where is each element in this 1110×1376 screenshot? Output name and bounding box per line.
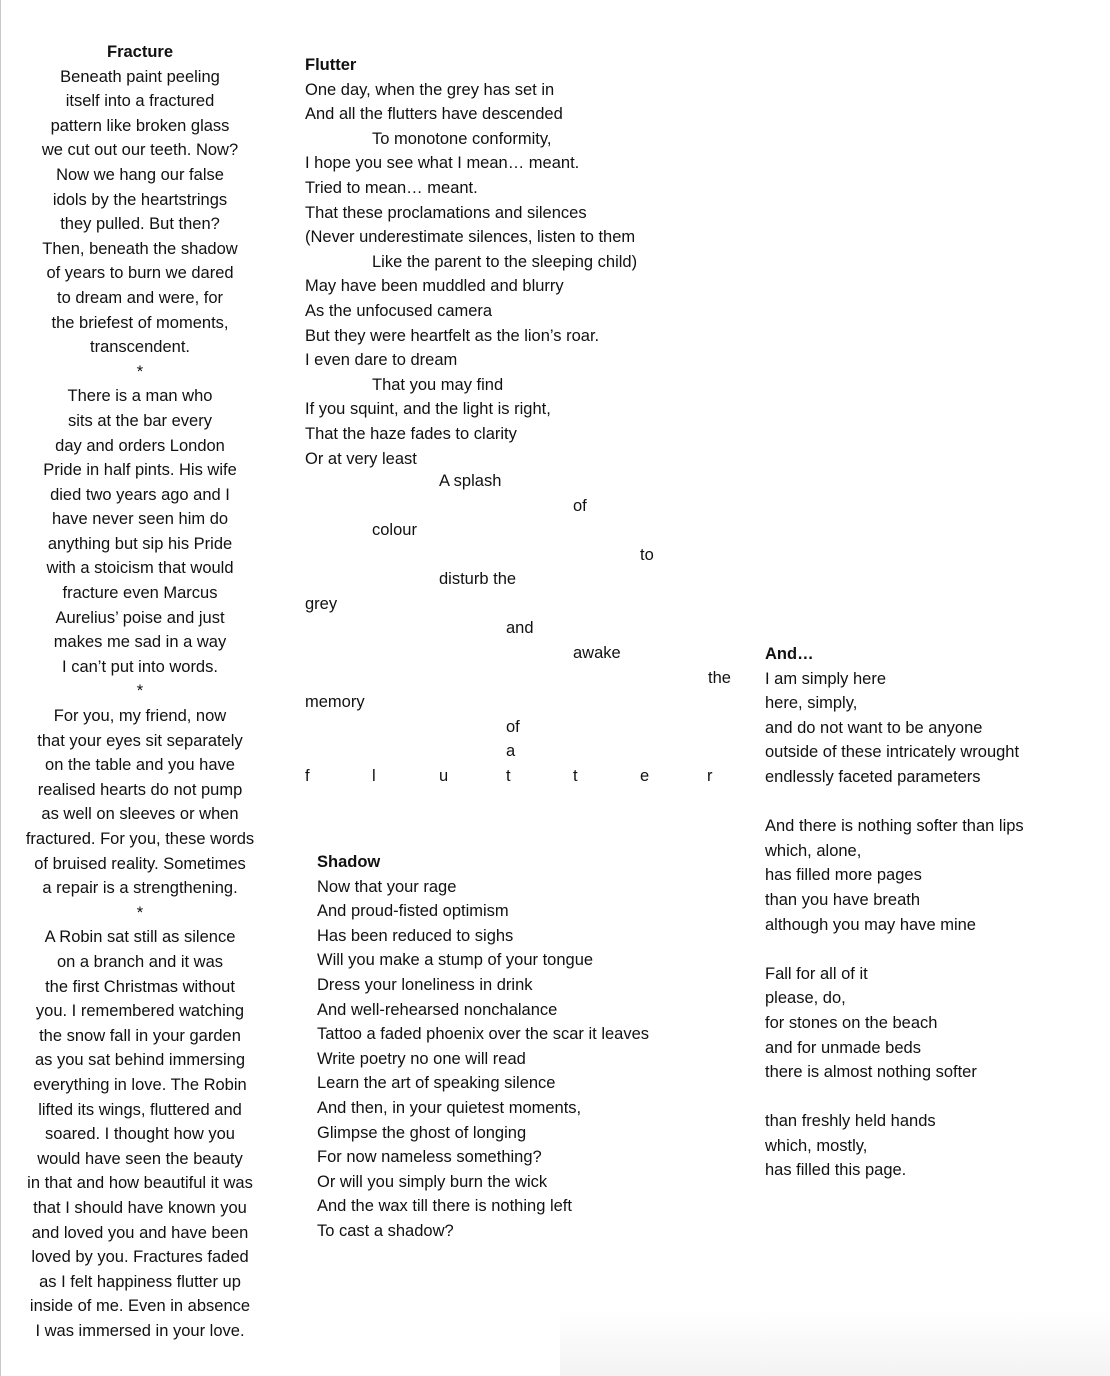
poem-line: that I should have known you	[33, 1198, 247, 1217]
poem-line: loved by you. Fractures faded	[31, 1248, 249, 1267]
poem-line: If you squint, and the light is right,	[305, 400, 551, 419]
poem-line: although you may have mine	[765, 915, 976, 934]
poem-line: A Robin sat still as silence	[44, 928, 236, 947]
poem-line: everything in love. The Robin	[33, 1075, 247, 1094]
scattered-word: A splash	[439, 472, 502, 490]
stanza-break	[765, 937, 1085, 962]
poem-line: here, simply,	[765, 694, 858, 713]
poem-line: Learn the art of speaking silence	[317, 1074, 556, 1093]
poem-line: Write poetry no one will read	[317, 1049, 526, 1068]
poem-line: For now nameless something?	[317, 1148, 542, 1167]
poem-line: than you have breath	[765, 890, 921, 909]
scattered-letter: t	[506, 767, 511, 785]
poem-line: Or at very least	[305, 449, 417, 468]
poem-line: To cast a shadow?	[317, 1221, 454, 1240]
poem-line: I am simply here	[765, 669, 887, 688]
poem-line: day and orders London	[55, 436, 225, 455]
poem-line: Pride in half pints. His wife	[43, 461, 237, 480]
stanza-break	[765, 1085, 1085, 1110]
section-separator: *	[136, 682, 144, 701]
poem-line: There is a man who	[67, 387, 213, 406]
poem-line: outside of these intricately wrought	[765, 743, 1020, 762]
poem-line: in that and how beautiful it was	[27, 1174, 253, 1193]
poem-line: the snow fall in your garden	[39, 1026, 241, 1045]
poem-line: please, do,	[765, 989, 846, 1008]
poem-line: Or will you simply burn the wick	[317, 1172, 548, 1191]
poem-line: But they were heartfelt as the lion’s roar.	[305, 326, 600, 345]
page-bottom-shadow	[560, 1310, 1110, 1376]
poem-line: Then, beneath the shadow	[42, 239, 238, 258]
poem-shadow	[317, 850, 697, 1244]
poem-line: idols by the heartstrings	[52, 190, 228, 209]
poem-line: on the table and you have	[45, 756, 235, 775]
poem-line: anything but sip his Pride	[47, 534, 233, 553]
poem-line: I even dare to dream	[305, 351, 458, 370]
poem-line: has filled more pages	[765, 866, 922, 885]
poem-line-indented: To monotone conformity,	[372, 129, 552, 148]
scattered-word: a	[506, 742, 516, 760]
poem-line: Fall for all of it	[765, 964, 868, 983]
poem-line: Aurelius’ poise and just	[55, 608, 225, 627]
poem-title: Fracture	[106, 43, 174, 61]
poem-and	[765, 642, 1085, 1183]
poem-line: That these proclamations and silences	[305, 203, 587, 222]
poem-line: soared. I thought how you	[45, 1125, 235, 1144]
poem-line: that your eyes sit separately	[37, 731, 243, 750]
poem-line: Dress your loneliness in drink	[317, 975, 533, 994]
poem-line: May have been muddled and blurry	[305, 277, 564, 296]
poem-line: (Never underestimate silences, listen to them	[305, 228, 636, 247]
poem-line: as I felt happiness flutter up	[39, 1272, 241, 1291]
poem-line: than freshly held hands	[765, 1112, 936, 1131]
poem-line: as well on sleeves or when	[41, 805, 239, 824]
poem-fracture	[20, 40, 260, 1343]
poem-line: And proud-fisted optimism	[317, 902, 509, 921]
scattered-letter: u	[439, 767, 449, 785]
poem-line: sits at the bar every	[68, 411, 212, 430]
poem-line: lifted its wings, fluttered and	[38, 1100, 242, 1119]
poem-line: fracture even Marcus	[62, 584, 218, 603]
poem-line: have never seen him do	[51, 510, 229, 529]
poem-line: and do not want to be anyone	[765, 718, 983, 737]
scattered-word: disturb the	[439, 570, 517, 588]
poem-line: of bruised reality. Sometimes	[34, 854, 246, 873]
poem-line: Now that your rage	[317, 877, 457, 896]
poem-line: And the wax till there is nothing left	[317, 1197, 572, 1216]
scattered-letter: f	[305, 767, 310, 785]
scattered-word: of	[573, 497, 587, 515]
poem-line: Glimpse the ghost of longing	[317, 1123, 527, 1142]
poem-line: on a branch and it was	[56, 952, 224, 971]
poem-line: pattern like broken glass	[50, 116, 230, 135]
poem-line: of years to burn we dared	[46, 264, 234, 283]
poem-line: That the haze fades to clarity	[305, 424, 517, 443]
poem-line: with a stoicism that would	[46, 559, 234, 578]
poem-line: Tattoo a faded phoenix over the scar it leaves	[317, 1025, 650, 1044]
stanza-break	[765, 790, 1085, 815]
poem-line: For you, my friend, now	[53, 707, 227, 726]
scattered-letter: e	[640, 767, 650, 785]
poem-line: And there is nothing softer than lips	[765, 817, 1024, 836]
poem-line: you. I remembered watching	[35, 1002, 245, 1021]
poem-title: And…	[765, 645, 814, 663]
poem-title: Shadow	[317, 853, 381, 871]
poem-line: realised hearts do not pump	[37, 780, 243, 799]
scattered-word: and	[506, 619, 534, 637]
poem-line: And well-rehearsed nonchalance	[317, 1000, 558, 1019]
scattered-word: awake	[573, 644, 621, 662]
scattered-letter: l	[372, 767, 376, 785]
poem-line: we cut out our teeth. Now?	[41, 141, 239, 160]
poem-line: for stones on the beach	[765, 1013, 938, 1032]
poem-line: One day, when the grey has set in	[305, 80, 555, 99]
poem-line: And then, in your quietest moments,	[317, 1098, 582, 1117]
poem-line: And all the flutters have descended	[305, 105, 563, 124]
scattered-word: of	[506, 718, 520, 736]
poem-line: a repair is a strengthening.	[42, 879, 238, 898]
poem-line: inside of me. Even in absence	[29, 1297, 251, 1316]
poem-line: Tried to mean… meant.	[305, 178, 478, 197]
poem-line: and for unmade beds	[765, 1038, 921, 1057]
scattered-word: grey	[305, 595, 338, 613]
poem-line: itself into a fractured	[65, 92, 215, 111]
poem-line: the briefest of moments,	[51, 313, 229, 332]
scattered-word: to	[640, 546, 654, 564]
poem-line: Has been reduced to sighs	[317, 926, 514, 945]
poem-line: the first Christmas without	[45, 977, 235, 996]
poem-line: I was immersed in your love.	[35, 1321, 245, 1340]
poem-line: fractured. For you, these words	[25, 830, 255, 848]
poem-title: Flutter	[305, 56, 357, 74]
scattered-word: colour	[372, 521, 417, 539]
poem-line: to dream and were, for	[57, 288, 223, 307]
poem-line: has filled this page.	[765, 1161, 907, 1180]
scattered-letter: t	[573, 767, 578, 785]
poem-line-indented: Like the parent to the sleeping child)	[372, 252, 638, 271]
poem-line: and loved you and have been	[31, 1223, 249, 1242]
poem-line-indented: That you may find	[372, 375, 504, 394]
scattered-letter: r	[707, 767, 713, 785]
poem-line: I can’t put into words.	[62, 657, 218, 676]
poem-line: Will you make a stump of your tongue	[317, 951, 594, 970]
poem-line: As the unfocused camera	[305, 301, 493, 320]
poem-line: Now we hang our false	[56, 165, 224, 184]
poem-line: there is almost nothing softer	[765, 1063, 977, 1082]
poem-line: they pulled. But then?	[60, 215, 220, 234]
page-left-edge	[0, 0, 1, 1376]
poem-line: died two years ago and I	[50, 485, 230, 504]
poem-line: which, mostly,	[765, 1136, 868, 1155]
poem-line: which, alone,	[765, 841, 862, 860]
section-separator: *	[136, 362, 144, 381]
section-separator: *	[136, 903, 144, 922]
poem-line: endlessly faceted parameters	[765, 767, 981, 786]
scattered-word: memory	[305, 693, 365, 711]
poem-line: would have seen the beauty	[37, 1149, 243, 1168]
poem-line: as you sat behind immersing	[34, 1051, 246, 1070]
poem-flutter	[305, 53, 705, 471]
scattered-word: the	[708, 669, 731, 687]
poem-line: I hope you see what I mean… meant.	[305, 154, 580, 173]
poem-line: transcendent.	[90, 338, 190, 357]
poem-line: Beneath paint peeling	[60, 67, 220, 86]
poem-line: makes me sad in a way	[53, 633, 227, 652]
